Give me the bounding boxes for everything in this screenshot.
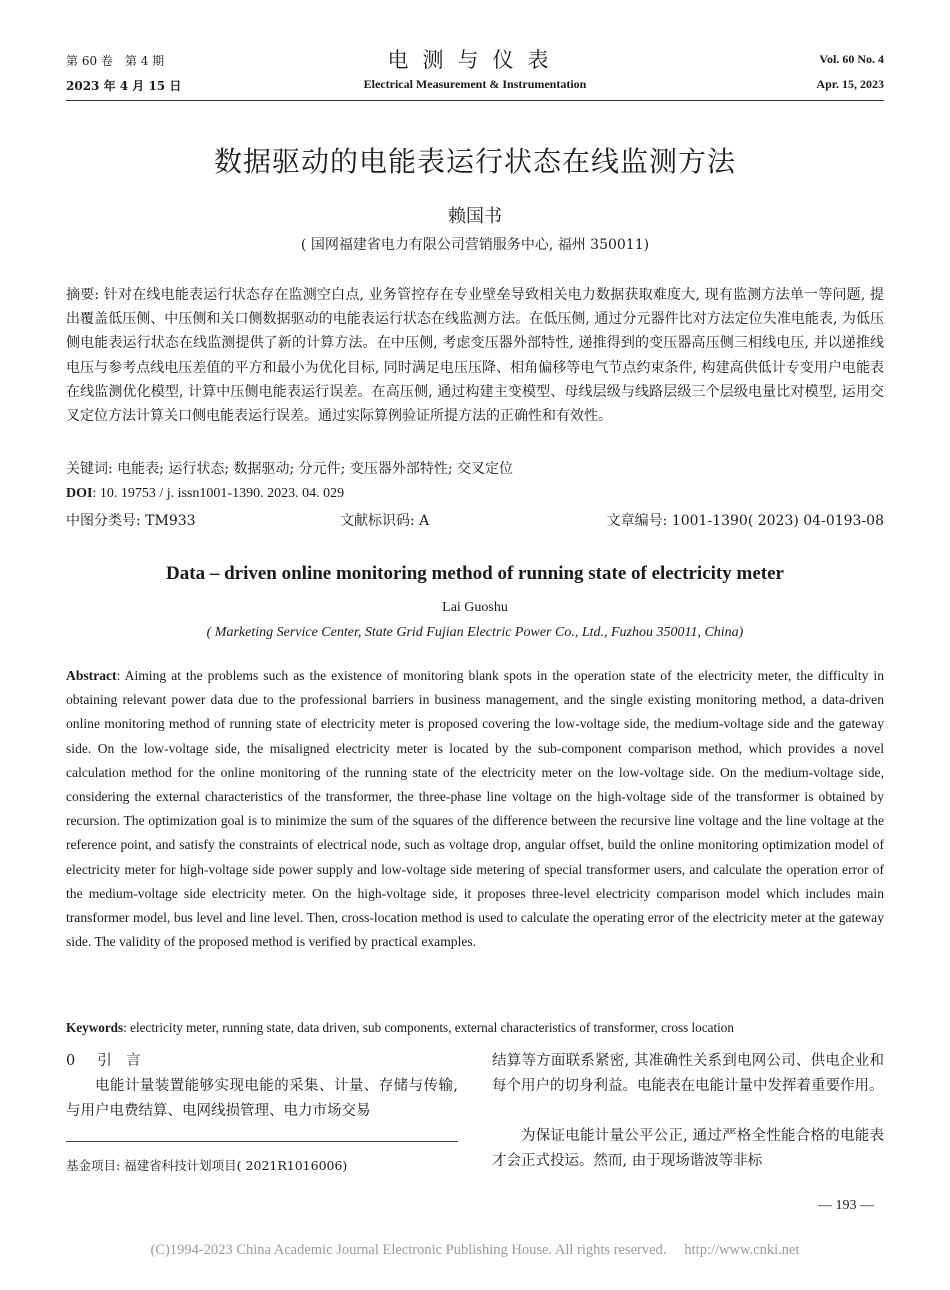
date-en: Apr. 15, 2023 bbox=[816, 77, 884, 91]
section-title: 引 言 bbox=[97, 1053, 141, 1069]
section-heading bbox=[66, 1049, 458, 1074]
copyright-text: (C)1994-2023 China Academic Journal Electronic Publishing House. All rights reserved. bbox=[150, 1242, 667, 1258]
abstract-en-text: : Aiming at the problems such as the existence of monitoring blank spots in the operation state of the electricity meter, the difficulty in obtaining relevant power data due to the professional barriers in business management, and the single existing monitoring method, a data-driven online monitoring method of running state of electricity meter is proposed covering the low-voltage side, the medium-voltage side and the gateway side. On the low-voltage side, the misaligned electricity meter is located by the sub-component comparison method, which provides a novel calculation method for the online monitoring of the running state of the electricity meter on the low-voltage side. On the medium-voltage side, considering the external characteristics of the transformer, the three-phase line voltage on the high-voltage side of the transformer is obtained by recursion. The optimization goal is to minimize the sum of the squares of the difference between the recursive line voltage and the line voltage at the reference point, and satisfy the constraints of electrical node, such as voltage drop, angular offset, build the online monitoring optimization model of electricity meter for high-voltage side power supply and low-voltage side metering of special transformer users, and calculate the operation error of the medium-voltage side electricity meter. On the high-voltage side, it proposes three-level electricity comparison model which includes main transformer model, bus level and line level. Then, cross-location method is used to calculate the operating error of the electricity meter at the gateway side. The validity of the proposed method is verified by practical examples. bbox=[66, 668, 884, 950]
intro-paragraph-right-1: 结算等方面联系紧密, 其准确性关系到电网公司、供电企业和每个用户的切身利益。电能表在电能计量中发挥着重要作用。 bbox=[492, 1053, 884, 1094]
author-cn: 赖国书 bbox=[448, 206, 502, 227]
abstract-en bbox=[66, 664, 884, 954]
date-cn: 2023 年 4 月 15 日 bbox=[66, 79, 182, 93]
affiliation-en: ( Marketing Service Center, State Grid Fujian Electric Power Co., Ltd., Fuzhou 350011, China) bbox=[206, 625, 744, 640]
footnote-divider bbox=[66, 1141, 458, 1142]
keywords-cn: 关键词: 电能表; 运行状态; 数据驱动; 分元件; 变压器外部特性; 交叉定位 bbox=[66, 461, 514, 477]
header-divider bbox=[66, 100, 884, 101]
clc-number: 中图分类号: TM933 bbox=[66, 513, 196, 529]
cnki-url[interactable]: http://www.cnki.net bbox=[684, 1242, 800, 1258]
keywords-en bbox=[66, 1016, 884, 1040]
journal-name-en: Electrical Measurement & Instrumentation bbox=[363, 77, 587, 91]
intro-paragraph-left: 电能计量装置能够实现电能的采集、计量、存储与传输, 与用户电费结算、电网线损管理、电力市场交易 bbox=[66, 1078, 458, 1119]
doi-label: DOI bbox=[66, 486, 93, 501]
volume-issue-en: Vol. 60 No. 4 bbox=[819, 52, 884, 66]
paper-title-en: Data – driven online monitoring method of running state of electricity meter bbox=[166, 563, 784, 584]
keywords-en-label: Keywords bbox=[66, 1020, 124, 1035]
funding-footnote: 基金项目: 福建省科技计划项目( 2021R1016006) bbox=[66, 1158, 348, 1173]
author-en: Lai Guoshu bbox=[442, 600, 508, 615]
paper-title-cn: 数据驱动的电能表运行状态在线监测方法 bbox=[213, 145, 736, 178]
page-number: — 193 — bbox=[818, 1198, 874, 1213]
copyright-line bbox=[0, 1242, 950, 1259]
article-number: 文章编号: 1001-1390( 2023) 04-0193-08 bbox=[606, 513, 884, 529]
document-code: 文献标识码: A bbox=[340, 513, 430, 529]
intro-paragraph-right-2: 为保证电能计量公平公正, 通过严格全性能合格的电能表才会正式投运。然而, 由于现场谐波等非标 bbox=[492, 1128, 884, 1169]
keywords-en-text: : electricity meter, running state, data driven, sub components, external characteristics of transformer, cross location bbox=[123, 1020, 734, 1035]
doi-line bbox=[66, 482, 884, 506]
affiliation-cn: ( 国网福建省电力有限公司营销服务中心, 福州 350011) bbox=[300, 237, 650, 253]
doi-value: : 10. 19753 / j. issn1001-1390. 2023. 04. 029 bbox=[92, 486, 345, 501]
volume-issue-cn: 第 60 卷 第 4 期 bbox=[66, 54, 165, 68]
abstract-en-label: Abstract bbox=[66, 668, 117, 683]
journal-name-cn: 电测与仪表 bbox=[387, 48, 563, 72]
section-number: 0 bbox=[66, 1053, 76, 1069]
abstract-cn: 摘要: 针对在线电能表运行状态存在监测空白点, 业务管控存在专业壁垒导致相关电力数据获取难度大, 现有监测方法单一等问题, 提出覆盖低压侧、中压侧和关口侧数据驱动的电能表运行状态在线监测方法。在低压侧, 通过分元器件比对方法定位失准电能表, 为低压侧电能表运行状态在线监测提供了新的计算方法。在中压侧, 考虑变压器外部特性, 递推得到的变压器高压侧三相线电压, 并以递推线电压与参考点线电压差值的平方和最小为优化目标, 同时满足电压压降、相角偏移等电气节点约束条件, 构建高供低计专变用户电能表在线监测优化模型, 计算中压侧电能表运行误差。在高压侧, 通过构建主变模型、母线层级与线路层级三个层级电量比对模型, 运用交叉定位方法计算关口侧电能表运行误差。通过实际算例验证所提方法的正确性和有效性。 bbox=[66, 287, 884, 425]
